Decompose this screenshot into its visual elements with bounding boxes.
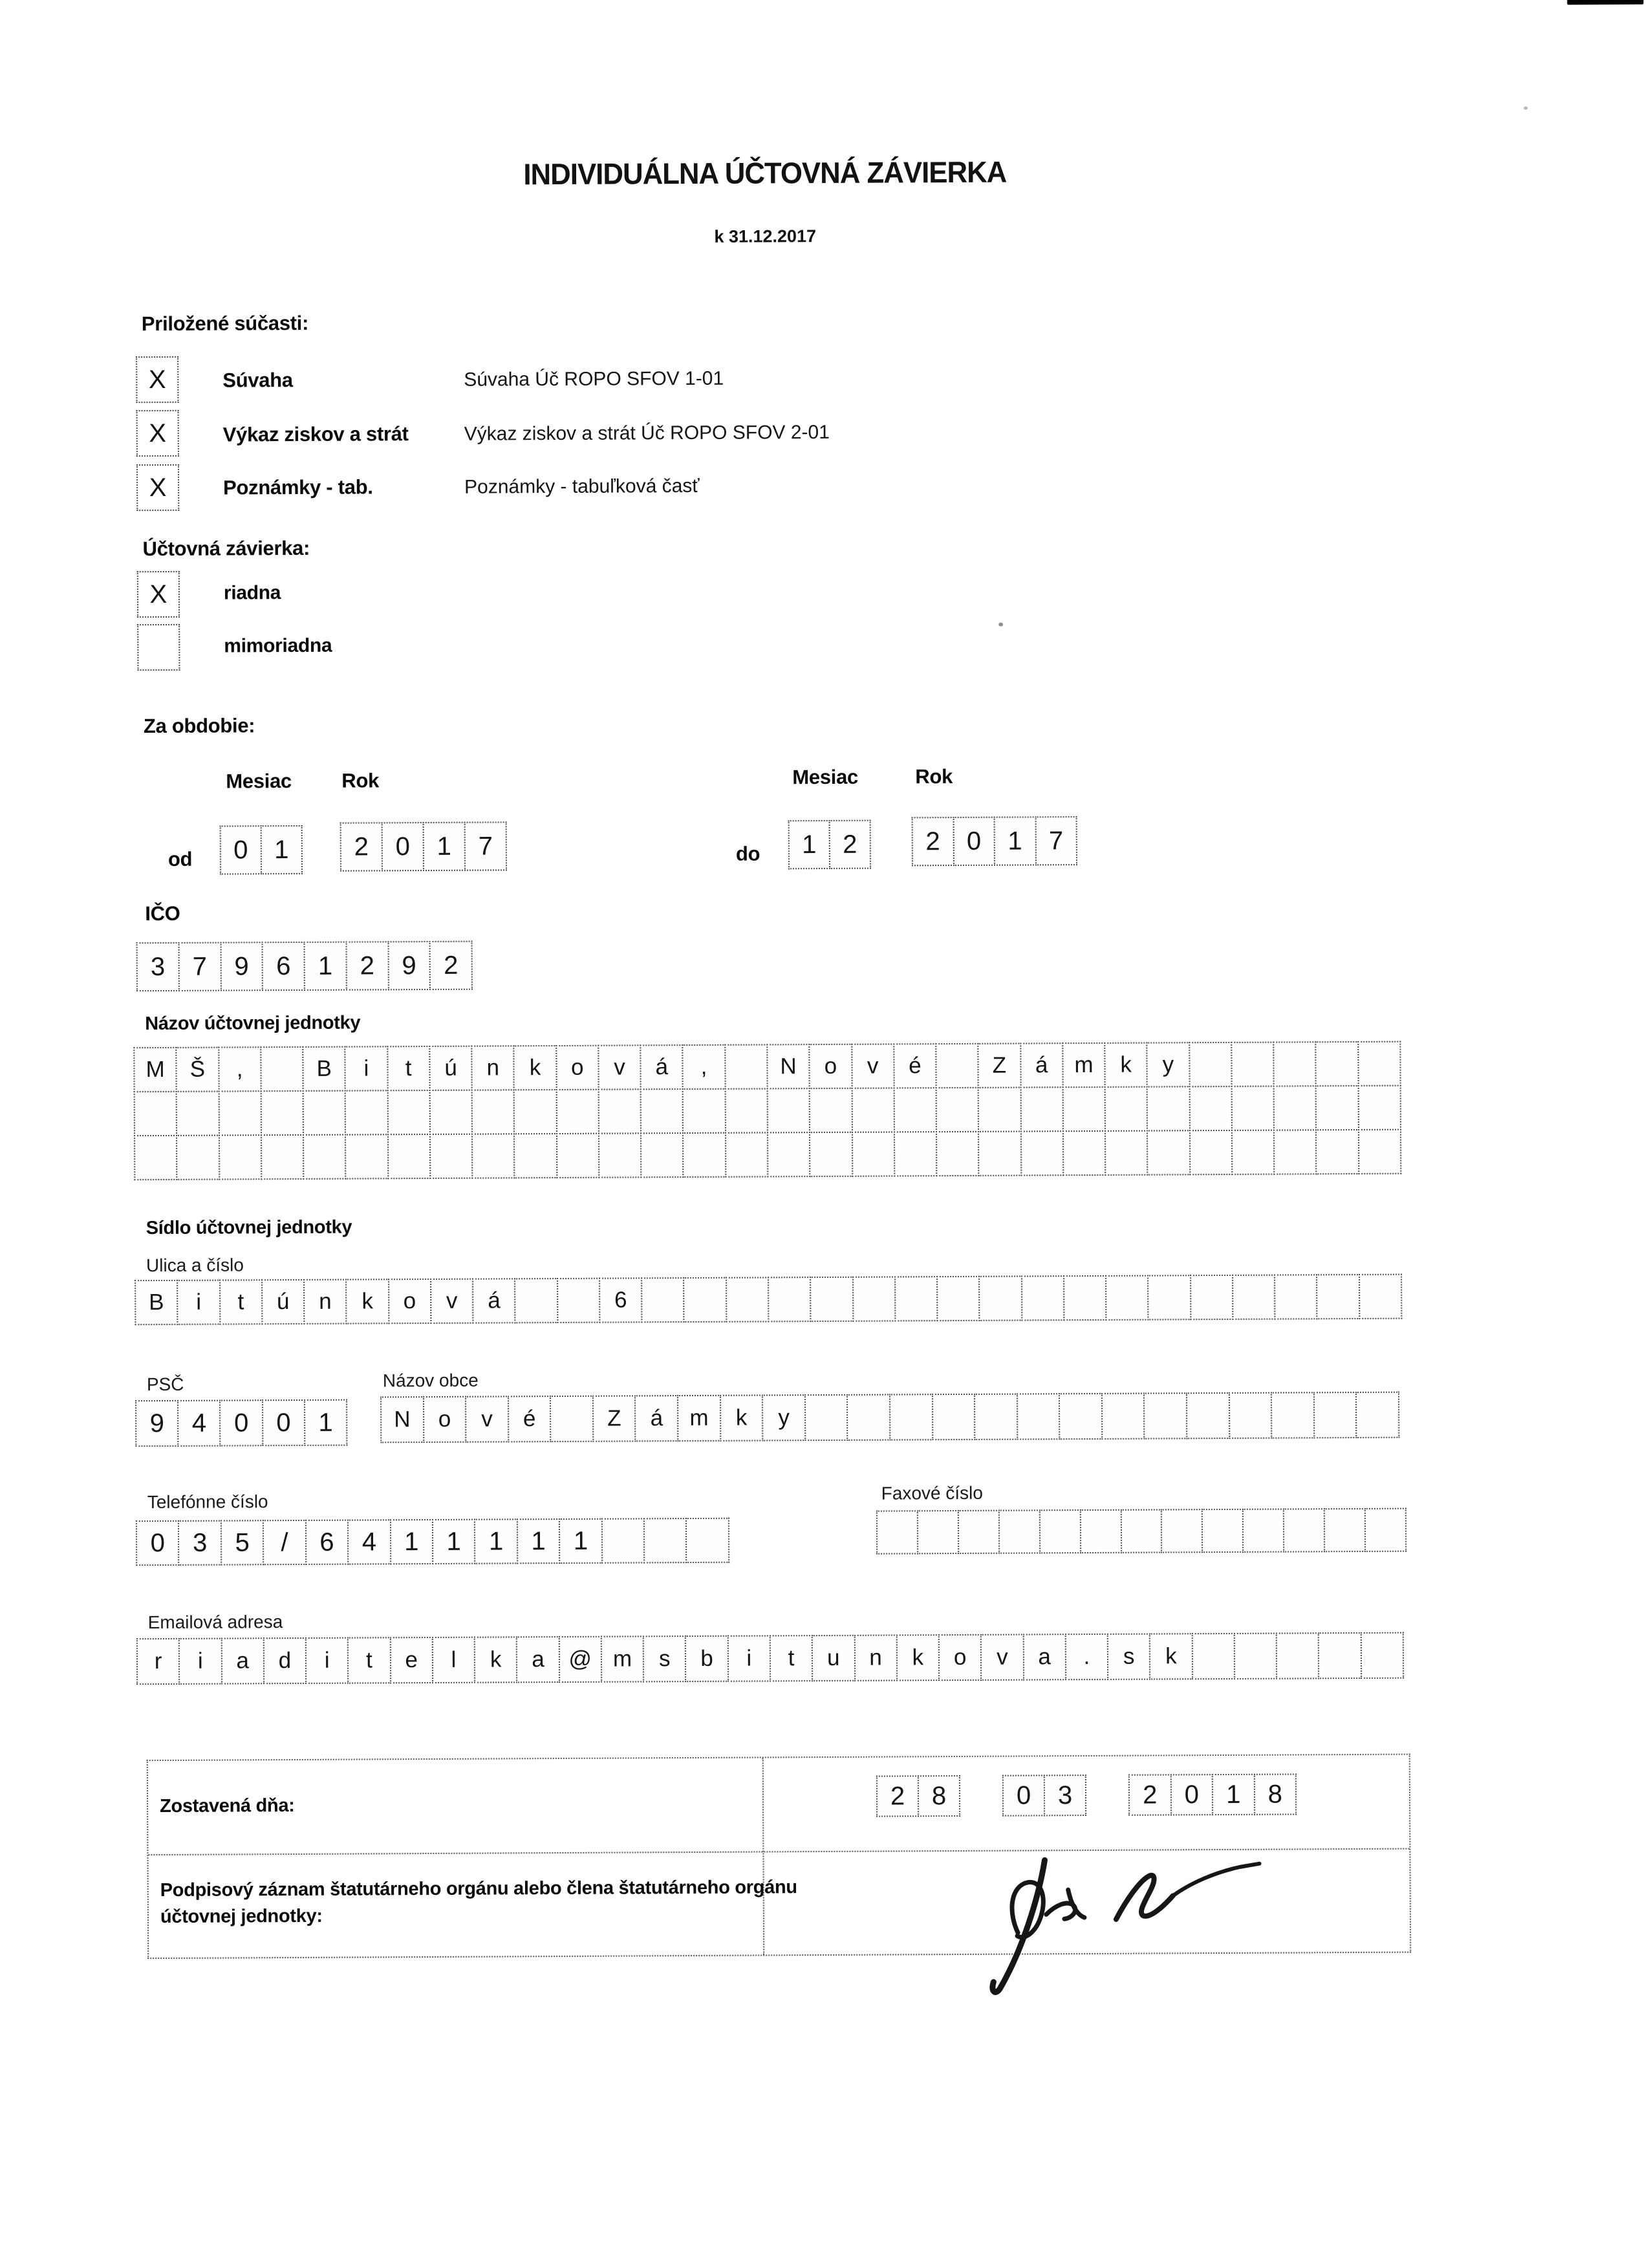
char-cell: 2 [829,820,871,869]
char-cell [1105,1275,1149,1321]
char-cell [550,1396,594,1442]
char-cell: o [809,1044,853,1089]
from-year-boxes [340,821,507,871]
char-cell: 5 [221,1520,264,1565]
from-month-label: Mesiac [226,770,292,793]
char-cell [1273,1041,1317,1086]
char-cell: 0 [220,825,262,874]
char-cell [176,1091,220,1136]
char-cell [471,1089,515,1134]
char-cell: 8 [918,1775,960,1817]
char-cell [429,1134,473,1179]
char-cell [804,1394,848,1441]
char-cell [219,1134,263,1180]
char-cell: i [345,1046,389,1091]
char-cell: d [263,1637,307,1684]
char-cell [978,1276,1022,1321]
checkbox-mark: X [148,365,166,394]
char-cell: n [303,1279,347,1324]
char-cell [1317,1274,1361,1319]
ico-boxes [136,941,473,992]
char-cell: m [601,1636,645,1682]
char-cell: B [135,1280,178,1325]
char-cell [1147,1130,1191,1175]
char-cell: k [513,1045,557,1090]
char-cell: 1 [389,1519,433,1564]
char-cell [640,1132,684,1178]
city-boxes [380,1392,1399,1443]
char-cell [974,1394,1018,1440]
char-cell [1231,1042,1275,1087]
char-cell [1276,1632,1320,1679]
char-cell: i [177,1280,221,1325]
char-cell: 9 [220,942,263,991]
char-cell: N [380,1396,424,1443]
label-suvaha: Súvaha [222,369,293,392]
char-cell: v [980,1634,1024,1681]
to-year-boxes [912,816,1077,866]
char-cell [1020,1086,1064,1132]
char-cell [998,1509,1040,1553]
email-label: Emailová adresa [147,1612,283,1633]
char-cell [176,1135,220,1180]
char-cell: k [1104,1042,1148,1088]
char-cell: v [851,1043,895,1088]
char-cell [917,1510,959,1554]
to-year-label: Rok [915,765,953,788]
char-cell [640,1088,684,1134]
char-cell: o [938,1634,982,1681]
char-cell [1017,1393,1061,1440]
char-cell: 1 [788,820,830,869]
char-cell [1105,1086,1148,1132]
char-cell [1189,1130,1233,1175]
char-cell: ú [429,1046,473,1091]
char-cell: 9 [135,1400,179,1447]
char-cell: y [762,1394,806,1441]
char-cell: 2 [912,817,954,866]
char-cell: 1 [423,822,466,871]
char-cell [1189,1086,1233,1131]
char-cell [513,1133,557,1178]
char-cell [810,1277,854,1322]
char-cell [1105,1130,1148,1176]
char-cell [1234,1633,1278,1679]
char-cell: k [474,1636,518,1683]
char-cell [724,1088,768,1133]
char-cell [1232,1275,1276,1320]
char-cell [852,1276,896,1321]
address-heading: Sídlo účtovnej jednotky [146,1216,352,1239]
char-cell: 0 [219,1399,263,1446]
char-cell [1059,1393,1103,1440]
char-cell: 0 [262,1399,306,1446]
char-cell: k [345,1279,389,1324]
char-cell: 4 [177,1400,221,1447]
char-cell [726,1277,770,1322]
char-cell: é [893,1043,937,1088]
char-cell [601,1518,645,1563]
char-cell: k [1149,1633,1193,1679]
char-cell: 6 [305,1520,349,1565]
char-cell [1062,1130,1106,1176]
char-cell [260,1046,304,1092]
phone-boxes [136,1518,729,1566]
to-label: do [735,842,760,865]
char-cell [218,1090,262,1136]
char-cell: l [432,1637,476,1683]
char-cell: 7 [464,821,507,870]
char-cell [767,1132,811,1177]
label-riadna: riadna [223,582,281,604]
char-cell [894,1276,938,1321]
char-cell [1079,1509,1121,1553]
street-boxes [135,1274,1402,1326]
char-cell: á [472,1278,516,1323]
entity-name-row-1 [133,1041,1401,1093]
char-cell [514,1278,558,1323]
checkbox-poznamky [136,464,179,511]
fax-boxes [876,1508,1406,1555]
checkbox-mark: X [149,418,167,448]
checkbox-suvaha [136,356,178,403]
char-cell: N [766,1044,810,1089]
char-cell: 6 [262,942,305,991]
page-title: INDIVIDUÁLNA ÚČTOVNÁ ZÁVIERKA [523,155,1007,191]
char-cell [1063,1275,1107,1321]
char-cell [1358,1129,1402,1174]
char-cell: 8 [1253,1773,1297,1815]
email-boxes [136,1632,1404,1685]
label-poznamky: Poznámky - tab. [223,475,373,499]
char-cell [852,1131,896,1176]
char-cell: á [634,1395,678,1442]
char-cell [1315,1129,1359,1174]
char-cell [556,1133,600,1178]
char-cell [894,1131,938,1176]
char-cell [1021,1275,1065,1321]
char-cell: b [685,1636,729,1682]
char-cell: 1 [559,1518,603,1564]
char-cell: o [423,1396,467,1443]
fax-label: Faxové číslo [881,1482,983,1504]
char-cell: v [430,1279,474,1324]
char-cell [1274,1274,1318,1319]
char-cell: o [388,1279,432,1324]
char-cell [685,1518,729,1563]
char-cell [471,1133,515,1178]
char-cell [1242,1509,1284,1553]
char-cell: 7 [1035,816,1077,865]
char-cell: 0 [382,822,424,871]
char-cell: @ [558,1636,602,1683]
closing-heading: Účtovná závierka: [142,536,310,561]
char-cell [1359,1274,1403,1319]
char-cell [1357,1041,1401,1086]
char-cell [767,1088,811,1133]
char-cell: y [1147,1042,1191,1087]
char-cell: 3 [1044,1775,1086,1816]
char-cell: v [465,1396,509,1442]
label-mimoriadna: mimoriadna [224,634,332,657]
char-cell [261,1134,305,1180]
char-cell [809,1132,853,1177]
char-cell [724,1044,768,1089]
char-cell: e [389,1637,433,1683]
char-cell [931,1394,975,1440]
char-cell [1039,1509,1081,1553]
char-cell: n [471,1045,515,1090]
char-cell: 2 [345,941,389,990]
char-cell: / [263,1520,307,1565]
char-cell: 1 [1212,1774,1255,1815]
char-cell [978,1131,1022,1176]
char-cell [598,1132,642,1178]
scan-speck [1524,107,1527,110]
char-cell: Z [978,1043,1022,1088]
char-cell: 9 [387,941,431,990]
form-code-suvaha: Súvaha Úč ROPO SFOV 1-01 [464,367,724,391]
char-cell [935,1043,979,1088]
char-cell [1360,1632,1404,1679]
char-cell: 1 [304,942,347,991]
char-cell: , [218,1046,262,1092]
label-vykaz: Výkaz ziskov a strát [222,422,409,446]
char-cell: m [677,1395,721,1442]
char-cell: k [896,1634,940,1681]
char-cell [1186,1392,1230,1439]
char-cell: i [305,1637,349,1684]
char-cell [1020,1130,1064,1176]
prepared-day-boxes [876,1775,960,1817]
char-cell [1318,1632,1362,1679]
char-cell: m [1062,1042,1106,1088]
char-cell: r [136,1638,180,1685]
char-cell: ú [261,1279,305,1324]
char-cell [682,1088,726,1134]
char-cell [303,1090,347,1136]
char-cell: 4 [347,1519,391,1564]
char-cell [345,1134,389,1179]
char-cell [1101,1393,1145,1440]
char-cell: , [682,1044,726,1090]
char-cell [876,1510,918,1554]
char-cell: a [221,1637,264,1684]
phone-label: Telefónne číslo [147,1491,268,1513]
char-cell [1364,1508,1406,1552]
city-label: Názov obce [382,1370,479,1391]
char-cell [134,1135,178,1180]
char-cell: 1 [261,825,303,874]
char-cell: B [302,1046,346,1092]
char-cell [1189,1042,1233,1087]
char-cell: 0 [953,817,995,866]
signature-statement-label: Podpisový záznam štatutárneho orgánu alebo člena štatutárneho orgánu účtovnej jednotky: [160,1877,797,1927]
char-cell [1120,1509,1162,1553]
char-cell [1283,1508,1325,1552]
char-cell: Š [176,1047,220,1092]
char-cell [1357,1085,1401,1130]
char-cell [387,1090,431,1135]
char-cell: k [720,1394,764,1441]
entity-name-row-3 [134,1129,1401,1181]
char-cell: . [1065,1634,1109,1680]
handwritten-signature [941,1833,1278,2016]
checkbox-vykaz [136,410,179,457]
char-cell: 2 [876,1775,919,1817]
char-cell [725,1132,769,1177]
char-cell [1273,1085,1317,1130]
street-label: Ulica a číslo [146,1255,244,1276]
char-cell [889,1394,933,1440]
char-cell: 2 [429,941,473,990]
char-cell [260,1090,304,1136]
char-cell [1202,1509,1244,1553]
checkbox-mimoriadna [137,624,180,671]
ico-label: IČO [145,902,180,925]
to-month-boxes [788,820,871,870]
from-month-boxes [220,825,303,875]
char-cell [684,1277,727,1323]
char-cell [345,1090,389,1135]
char-cell [851,1087,895,1132]
char-cell: á [1020,1042,1064,1088]
char-cell [1231,1086,1275,1131]
entity-name-row-2 [134,1085,1401,1137]
char-cell [978,1087,1022,1132]
char-cell [958,1510,1000,1554]
period-heading: Za obdobie: [143,714,255,738]
char-cell [1315,1085,1359,1130]
checkbox-riadna [137,571,180,618]
char-cell [303,1134,347,1180]
char-cell: i [727,1635,771,1681]
char-cell [1143,1392,1187,1439]
char-cell: 3 [136,942,180,991]
char-cell: 7 [178,942,221,991]
char-cell: u [812,1635,856,1681]
char-cell: M [133,1047,177,1092]
char-cell [1355,1392,1399,1438]
char-cell: t [347,1637,391,1683]
char-cell [936,1276,980,1321]
char-cell: 2 [1128,1774,1172,1815]
char-cell [1313,1392,1357,1438]
char-cell: 0 [1170,1774,1213,1815]
char-cell: s [643,1636,687,1682]
char-cell: 1 [304,1399,348,1446]
char-cell [846,1394,890,1441]
zip-boxes [135,1399,347,1447]
char-cell [643,1518,687,1563]
to-month-label: Mesiac [792,765,859,789]
char-cell [893,1087,937,1132]
char-cell [557,1278,601,1323]
char-cell [682,1132,726,1178]
char-cell [1161,1509,1203,1553]
char-cell: v [598,1044,641,1090]
entity-name-label: Názov účtovnej jednotky [145,1012,361,1035]
char-cell [1190,1275,1234,1320]
report-date: k 31.12.2017 [714,226,817,246]
char-cell [555,1089,599,1134]
char-cell [1147,1086,1191,1131]
char-cell: n [854,1634,898,1681]
char-cell [1273,1129,1317,1174]
char-cell: 1 [517,1518,561,1564]
prepared-on-label: Zostavená dňa: [160,1795,295,1817]
char-cell: a [516,1636,560,1683]
char-cell [1324,1508,1366,1552]
zip-label: PSČ [146,1374,184,1395]
from-year-label: Rok [341,769,380,792]
scan-artifact-streak [1567,0,1643,5]
char-cell: 2 [340,822,383,871]
char-cell: 1 [994,816,1037,865]
checkbox-mark: X [149,579,167,609]
char-cell: 1 [432,1519,476,1564]
char-cell [134,1091,178,1136]
char-cell: t [219,1279,263,1324]
char-cell: o [555,1045,599,1090]
char-cell [1231,1130,1275,1175]
char-cell [768,1277,812,1322]
char-cell: Z [592,1395,636,1442]
prepared-month-boxes [1002,1775,1086,1817]
char-cell: á [640,1044,684,1090]
char-cell: 3 [178,1520,222,1566]
char-cell [936,1131,980,1176]
char-cell [387,1134,431,1179]
checkbox-mark: X [149,473,167,502]
char-cell [1062,1086,1106,1132]
char-cell: s [1107,1634,1151,1680]
char-cell: 0 [1002,1775,1045,1816]
char-cell [936,1087,980,1132]
form-code-vykaz: Výkaz ziskov a strát Úč ROPO SFOV 2-01 [464,421,830,445]
char-cell: 1 [474,1518,518,1564]
char-cell [1315,1041,1359,1086]
char-cell: t [387,1046,431,1091]
char-cell [809,1088,853,1133]
attachments-heading: Priložené súčasti: [141,311,309,336]
char-cell [513,1089,557,1134]
char-cell: é [508,1396,552,1442]
form-code-poznamky: Poznámky - tabuľková časť [464,475,700,498]
char-cell: 6 [599,1277,643,1323]
char-cell [641,1277,685,1323]
char-cell [1229,1392,1273,1439]
char-cell [429,1090,473,1135]
char-cell [1271,1392,1315,1438]
scan-speck [998,623,1003,627]
char-cell: i [178,1638,222,1685]
from-label: od [167,847,193,870]
char-cell [1147,1275,1191,1320]
char-cell [1191,1633,1235,1679]
char-cell: a [1022,1634,1066,1680]
char-cell: 0 [136,1520,180,1566]
prepared-year-boxes [1128,1773,1297,1815]
char-cell: t [770,1635,814,1681]
char-cell [598,1088,642,1134]
